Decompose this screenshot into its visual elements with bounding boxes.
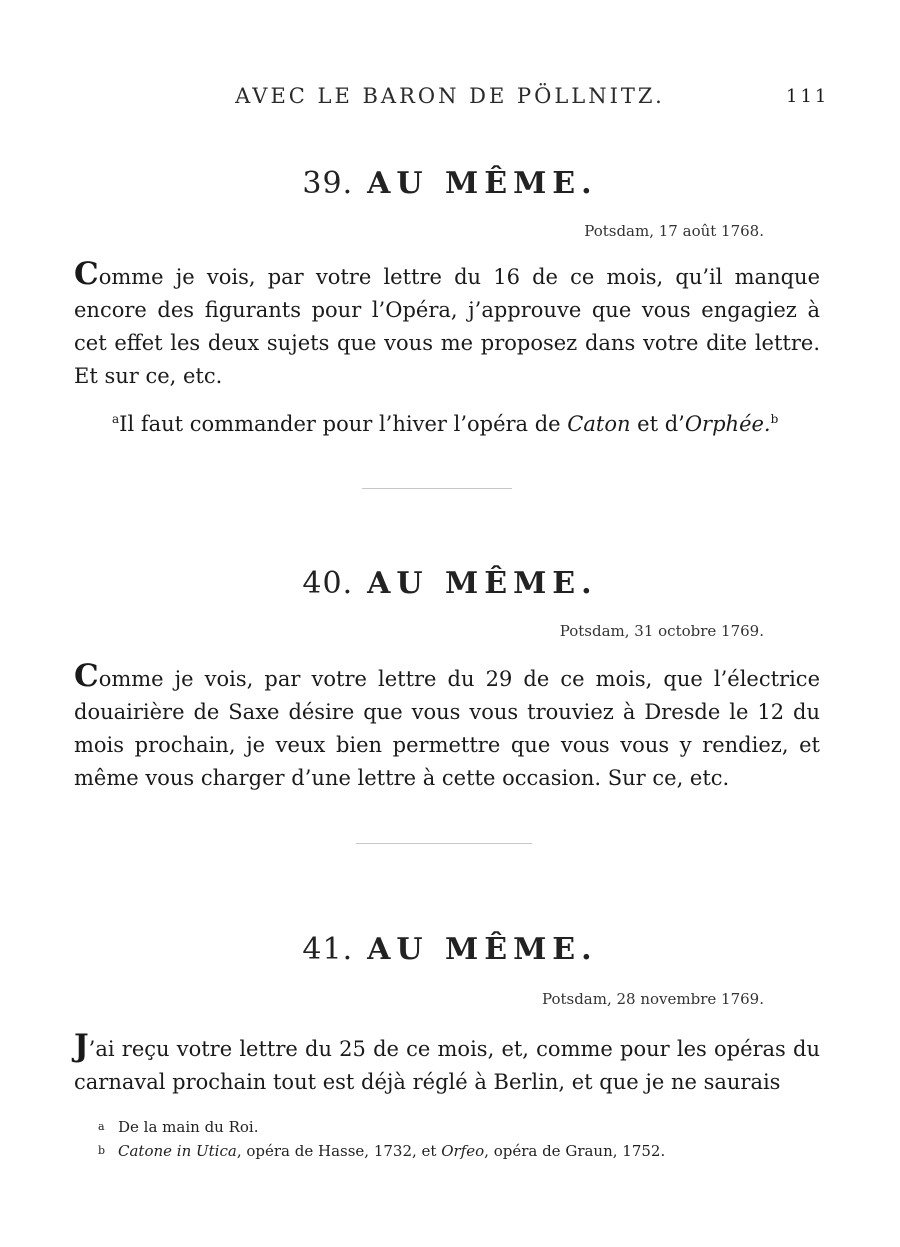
footnote-text: , opéra de Graun, 1752. [484,1142,666,1160]
letter-number: 40. [302,566,354,601]
annotation-text: Il faut commander pour l’hiver l’opéra de [119,412,568,436]
letter-body-39 [74,258,820,393]
letter-title: AU MÊME. [367,932,598,967]
footnote-ref-a: a [112,412,120,426]
body-text: omme je vois, par votre lettre du 29 de ce mois, que l’électrice douairière de Saxe désire que vous vous trouviez à Dresde le 12 du mois prochain, je veux bien permettre que vous vous y rendiez, et même vous charger d’une lettre à cette occasion. Sur ce, etc. [74,667,820,790]
letter-title: AU MÊME. [367,166,598,201]
section-divider [362,488,512,489]
footnote-mark: b [98,1144,106,1157]
letter-number: 39. [302,166,354,201]
royal-annotation [112,412,778,436]
letter-body-41 [74,1030,820,1099]
footnote-italic: Orfeo [441,1142,485,1160]
running-head: AVEC LE BARON DE PÖLLNITZ. [235,84,665,108]
annotation-italic: Orphée. [684,412,771,436]
dateline: Potsdam, 17 août 1768. [584,222,764,240]
dateline: Potsdam, 31 octobre 1769. [559,622,764,640]
drop-initial: J [74,1028,89,1064]
annotation-text: et d’ [630,412,685,436]
drop-initial: C [74,658,99,694]
letter-heading-39 [0,166,900,201]
footnote-text: , opéra de Hasse, 1732, et [236,1142,442,1160]
letter-heading-40 [0,566,900,601]
annotation-italic: Caton [567,412,631,436]
letter-heading-41 [0,932,900,967]
footnote-a [98,1116,259,1138]
dateline: Potsdam, 28 novembre 1769. [541,990,764,1008]
footnote-italic: Catone in Utica [118,1142,237,1160]
section-divider [356,843,532,844]
body-text: ’ai reçu votre lettre du 25 de ce mois, et, comme pour les opéras du carnaval prochain tout est déjà réglé à Berlin, et que je ne saurais [74,1037,820,1094]
footnote-text: De la main du Roi. [118,1118,259,1136]
footnote-ref-b: b [770,412,779,426]
footnote-mark: a [98,1120,105,1133]
page-number: 111 [786,86,830,107]
body-text: omme je vois, par votre lettre du 16 de ce mois, qu’il manque encore des figurants pour l’Opéra, j’approuve que vous engagiez à cet effet les deux sujets que vous me proposez dans votre dite lettre. Et sur ce, etc. [74,265,820,388]
letter-number: 41. [302,932,354,967]
drop-initial: C [74,256,99,292]
letter-title: AU MÊME. [367,566,598,601]
letter-body-40 [74,660,820,795]
footnote-b [98,1140,665,1162]
